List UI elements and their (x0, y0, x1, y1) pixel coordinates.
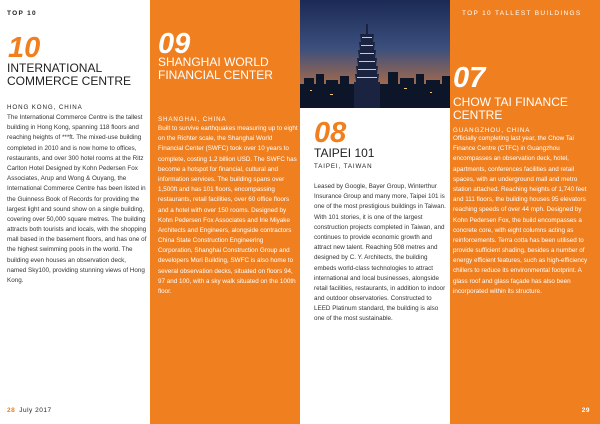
column-entry-10 (0, 0, 150, 424)
skyline-illustration (300, 0, 450, 108)
entry-number: 07 (453, 62, 486, 94)
entry-number: 09 (158, 28, 191, 60)
entry-title: TAIPEI 101 (314, 146, 375, 160)
entry-title: CHOW TAI FINANCE CENTRE (453, 95, 568, 122)
entry-body: Leased by Google, Bayer Group, Winterthur Insurance Group and many more, Taipei 101 is one of the most prestigious buildings in Taiwan. With 101 stories, it is one of the largest construction projects completed in Taiwan, and continues to provide economic growth and attract new talent. Reaching 508 metres and designed by C. Y. Architects, the building embeds world-class technologies to attract international and local businesses, alongside retail facilities, restaurants, in addition to indoor and outdoor observatories. Constructed to LEED Platinum standard, the building is also one of the most sustainable. (314, 183, 446, 323)
entry-title: INTERNATIONAL COMMERCE CENTRE (7, 61, 132, 88)
section-label: TOP 10 TALLEST BUILDINGS (462, 10, 582, 17)
issue-date: July 2017 (19, 407, 52, 414)
entry-body: The International Commerce Centre is the tallest building in Hong Kong, spanning 118 floors and reaching heights of ***ft. The mixed-use building completed in 2010 and is now home to offices, restaurants, and over 300 hotel rooms at the Ritz Carlton Hotel Designed by Kohn Pedersen Fox Associates, Arup and Wong & Ouyang, the International Commerce Centre has been listed in the Guinness Book of Records for providing the largest light and sound show on a single building, covering over 50,000 square metres. The building attracts both tourists and locals, with the shopping mall based in the basement floors, and has one of the highest swimming pools in the world. The building even houses an observation deck, named Sky100, providing stunning views of Hong Kong. (7, 114, 147, 284)
entry-number: 10 (8, 32, 41, 64)
page-number-right: 29 (581, 407, 590, 414)
entry-location: TAIPEI, TAIWAN (314, 163, 373, 170)
entry-location: HONG KONG, CHINA (7, 104, 83, 111)
footer-left (7, 407, 52, 414)
entry-location: GUANGZHOU, CHINA (453, 127, 531, 134)
column-entry-08 (300, 0, 450, 424)
entry-body: Officially completing last year, the Chow Tai Finance Centre (CTFC) in Guangzhou encompasses an observation deck, hotel, apartments, conferences facilities and retail spaces, with an underground mall and metro station attached. Reaching heights of 1,740 feet and 111 floors, the building houses 95 elevators reaching speeds of over 44 mph. Designed by Kohn Pedersen Fox, the build encompasses a concrete core, with eight columns acting as reinforcements. Terra cotta has been utilised to provide sufficient shading, besides a number of energy efficient features, such as high-efficiency chillers to reduce its environmental footprint. A glass roof and glass façade has also been incorporated within its structure. (453, 135, 588, 295)
column-entry-09 (150, 0, 300, 424)
column-entry-07 (450, 0, 600, 424)
page-number: 28 (7, 407, 16, 414)
taipei-skyline-photo (300, 0, 450, 108)
section-label: TOP 10 (7, 10, 37, 17)
entry-body: Built to survive earthquakes measuring up to eight on the Richter scale, the Shanghai World Financial Center (SWFC) took over 10 years to complete, costing 1.2 billion USD. The SWFC has become a hotspot for financial, cultural and information services. The building spans over 1,500ft and has 101 floors, encompassing restaurants, retail facilities, over 60 office floors and a hotel with over 150 rooms. Designed by Kohn Pedersen Fox Associates and Irie Miyake Architects and Engineers, alongside contractors China State Construction Engineering Corporation, Shanghai Construction Group and developers Mori Building, SWFC is also home to several observation decks, situated on floors 94, 97 and 100, with a sky walk situated on the 100th floor. (158, 125, 298, 295)
entry-location: SHANGHAI, CHINA (158, 116, 227, 123)
entry-title: SHANGHAI WORLD FINANCIAL CENTER (158, 55, 273, 82)
entry-number: 08 (314, 117, 347, 149)
